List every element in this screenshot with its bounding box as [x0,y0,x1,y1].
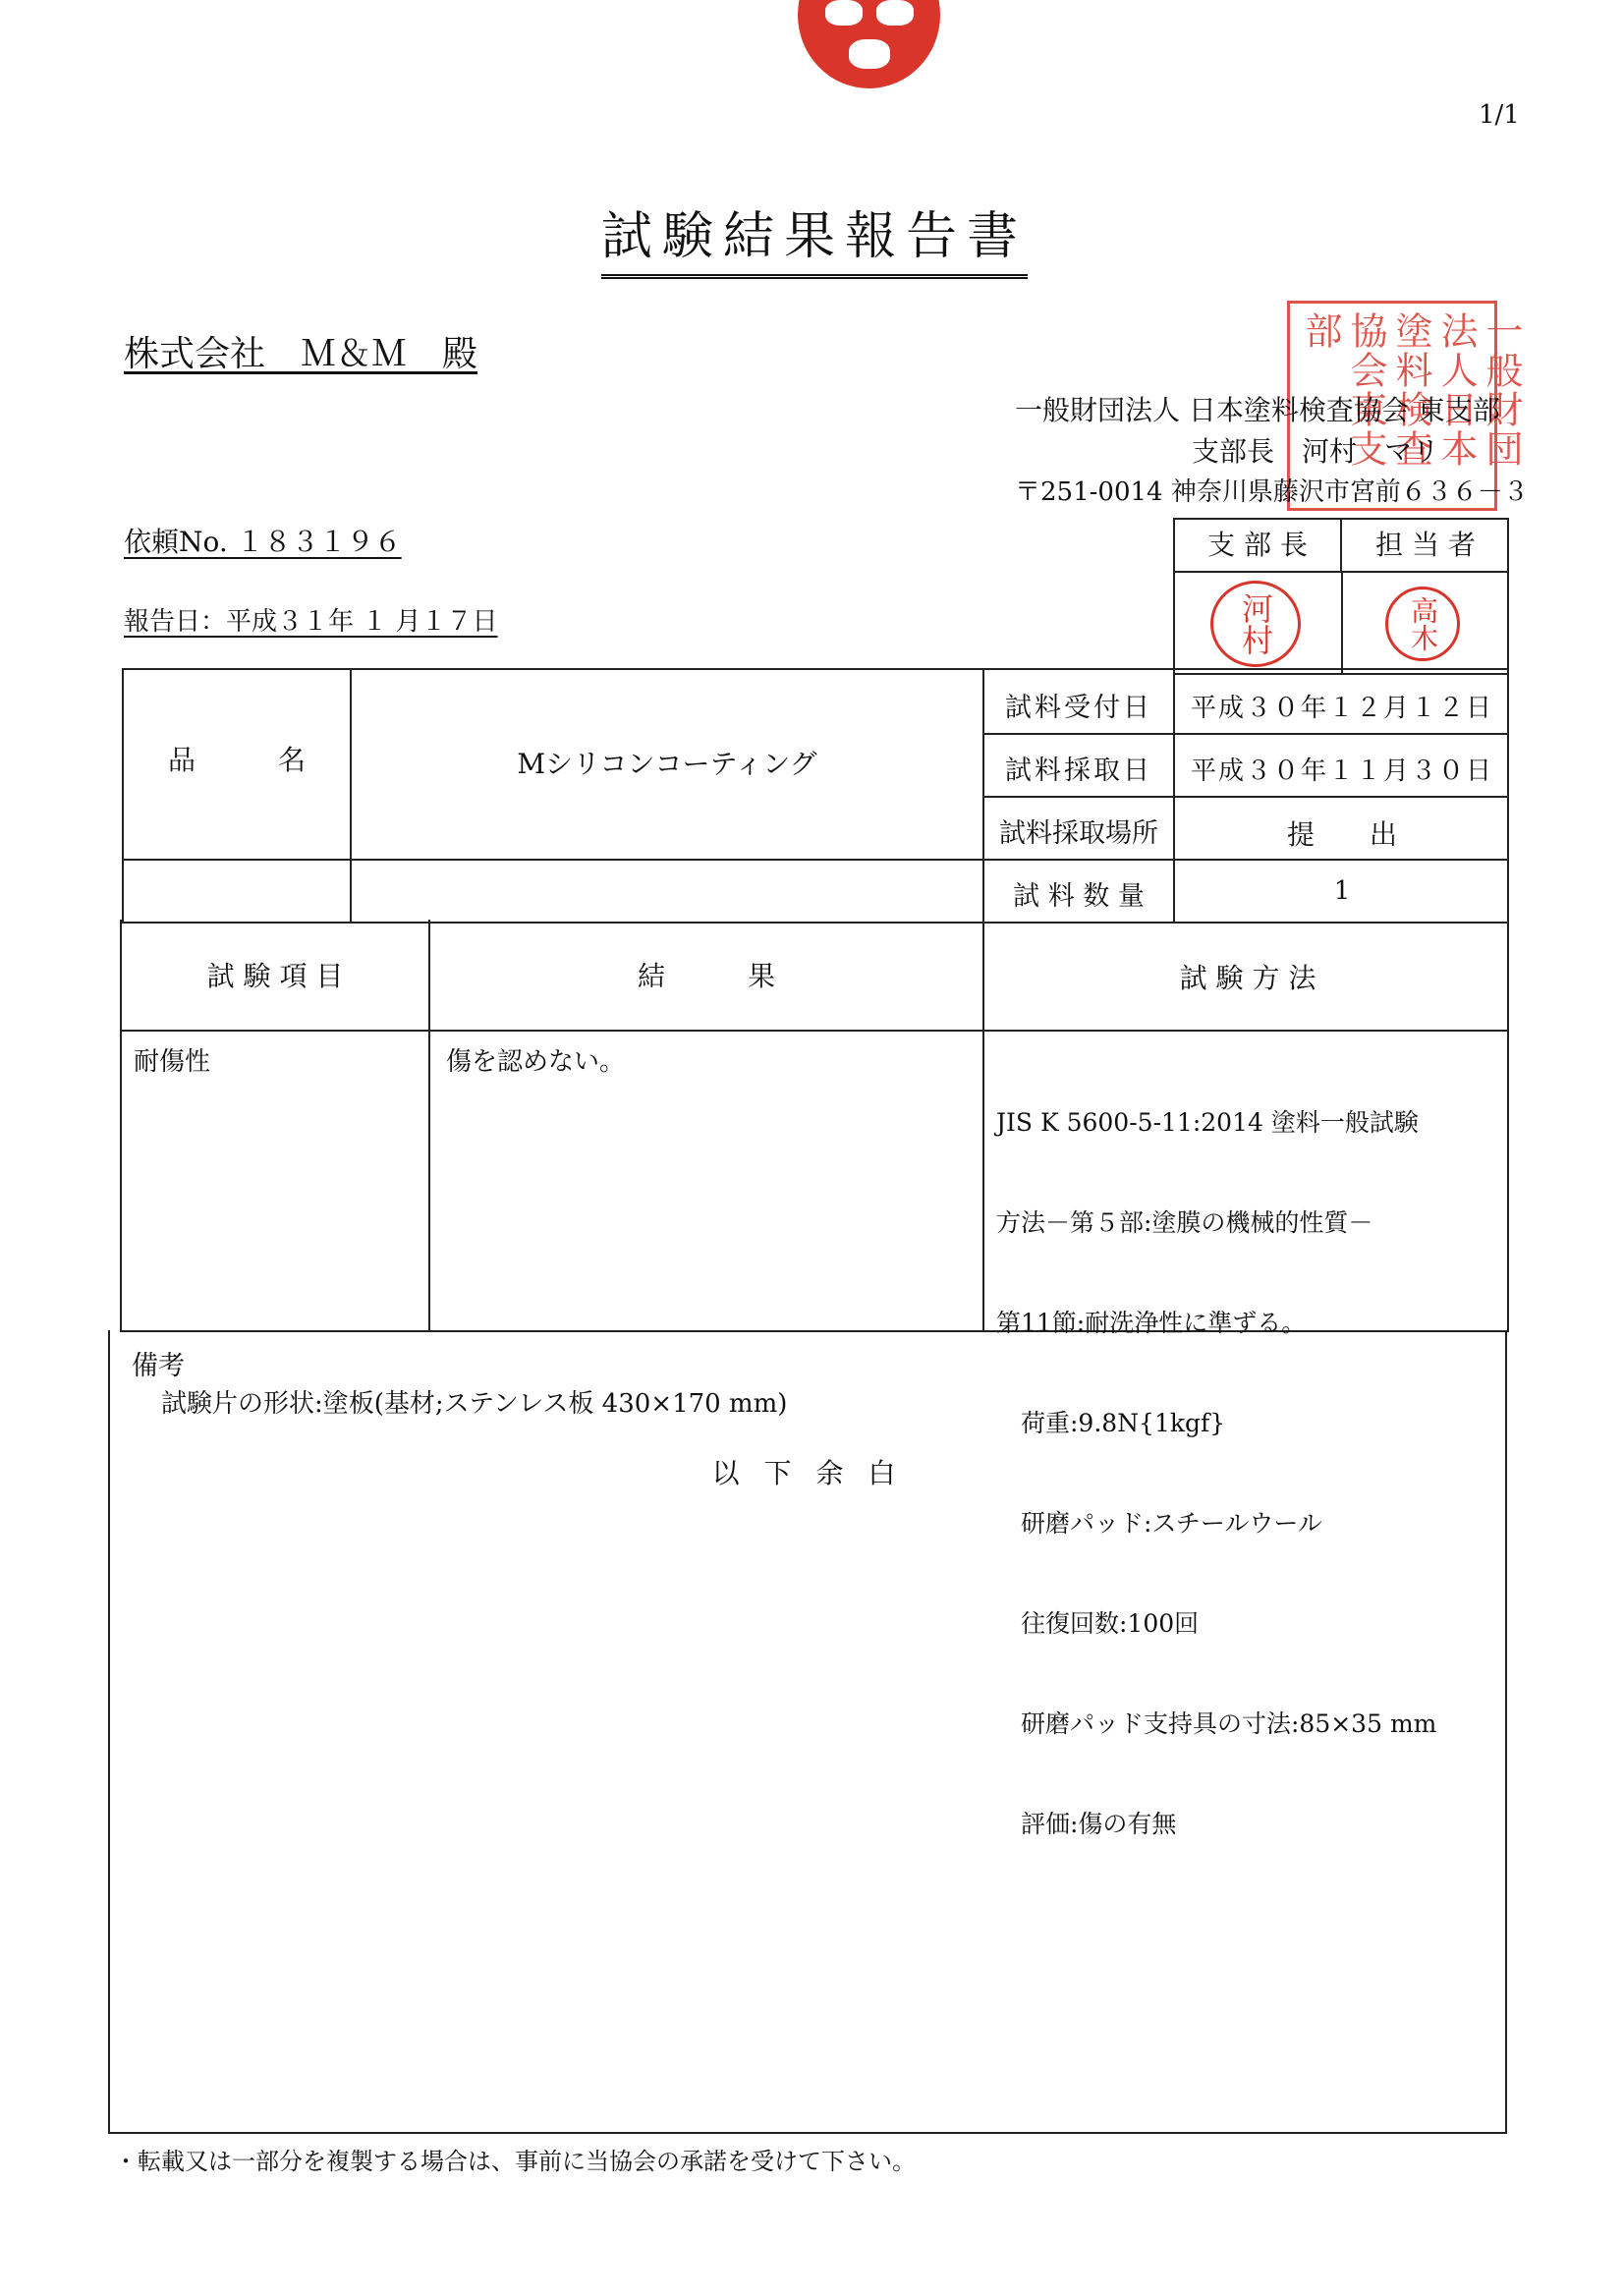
page-title: 試験結果報告書 [601,195,1028,279]
method-line: 第11節:耐洗浄性に準ずる。 [996,1309,1307,1337]
staff-seal: 高木 [1385,587,1460,661]
header-test-item: 試 験 項 目 [206,960,344,992]
method-line: 方法－第５部:塗膜の機械的性質－ [996,1208,1373,1237]
issuer-address: 〒251-0014 神奈川県藤沢市宮前６３６－３ [1015,477,1529,507]
report-date: 報告日：平成３１年 １ 月１７日 [124,607,498,637]
head-seal: 河村 [1210,581,1301,667]
issuer-org: 一般財団法人 日本塗料検査協会 東支部 [1015,394,1500,426]
page-number: 1/1 [1479,100,1520,130]
sampling-date-value: 平成３０年１１月３０日 [1190,756,1493,786]
test-item: 耐傷性 [134,1047,211,1077]
method-line: 荷重:9.8N{1kgf} [996,1409,1226,1437]
organization-seal: 一般財団法人日本塗料検査協会東支部 [1287,301,1497,511]
footnote: ・転載又は一部分を複製する場合は、事前に当協会の承諾を受けて下さい。 [114,2148,916,2175]
remarks-box [108,1330,1507,2134]
sample-quantity-value: 1 [1333,876,1351,906]
approval-staff-label: 担 当 者 [1342,520,1509,573]
method-line: 研磨パッド支持具の寸法:85×35 mm [996,1709,1437,1738]
sampling-place-value: 提 出 [1286,818,1397,851]
approval-box [1173,518,1509,675]
remarks-label: 備考 [132,1351,185,1381]
sampling-date-label: 試料採取日 [1005,756,1152,786]
sample-quantity-label: 試 料 数 量 [1013,881,1145,912]
request-number: 依頼No. １８３１９６ [124,526,402,558]
sample-name-value: Mシリコンコーティング [517,748,817,780]
issuer-head: 支部長 河村 マリ [1192,435,1440,468]
header-test-method: 試 験 方 法 [1179,962,1316,994]
sample-name-label: 品 名 [167,744,306,776]
remarks-end: 以 下 余 白 [711,1457,904,1489]
header-result: 結 果 [637,960,775,992]
sample-table [122,668,1509,924]
method-line: 評価:傷の有無 [996,1810,1177,1838]
test-result: 傷を認めない。 [446,1047,626,1077]
remarks-line: 試験片の形状:塗板(基材;ステンレス板 430×170 mm) [161,1389,788,1419]
recipient: 株式会社 Ｍ＆Ｍ 殿 [124,334,478,374]
approval-head-label: 支 部 長 [1175,520,1342,573]
method-line: 往復回数:100回 [996,1609,1200,1638]
receipt-date-value: 平成３０年１２月１２日 [1190,694,1493,723]
method-line: 研磨パッド:スチールウール [996,1509,1322,1538]
top-seal-fragment [798,0,940,88]
sampling-place-label: 試料採取場所 [999,818,1158,849]
receipt-date-label: 試料受付日 [1005,693,1152,723]
method-line: JIS K 5600-5-11:2014 塗料一般試験 [996,1108,1419,1137]
